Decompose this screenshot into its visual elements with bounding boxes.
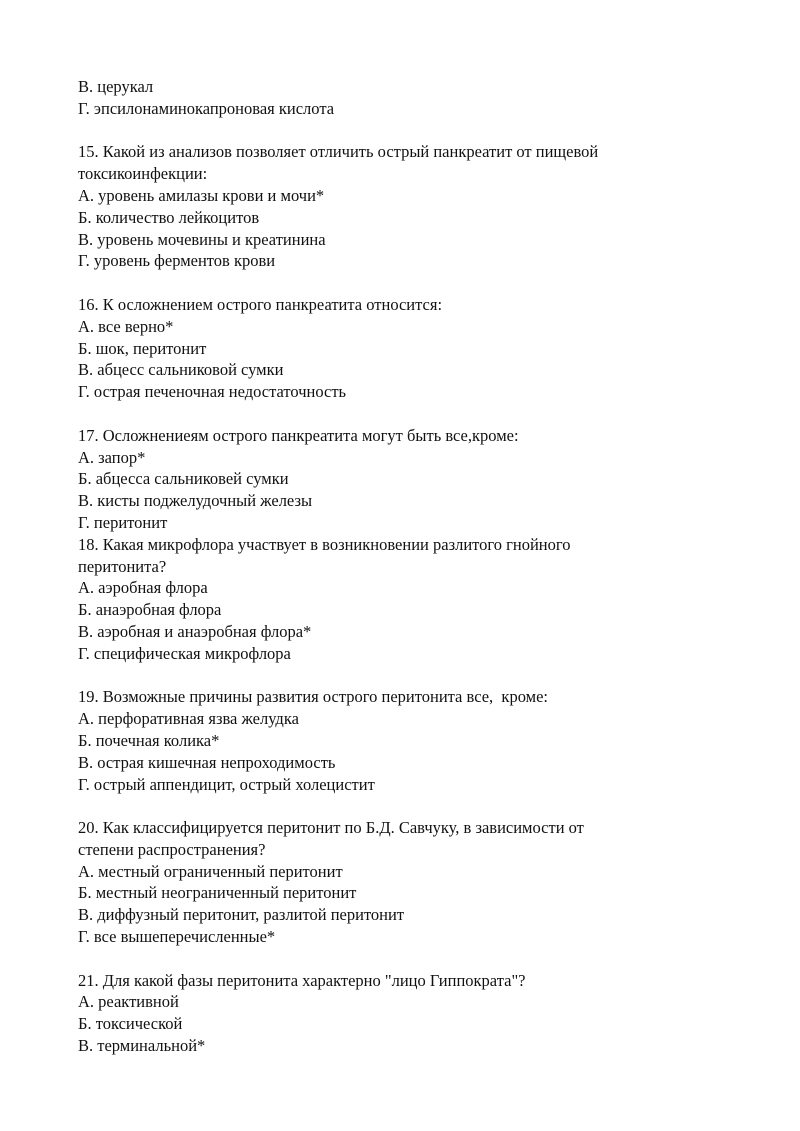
answer-option: Г. эпсилонаминокапроновая кислота bbox=[78, 98, 335, 118]
question-text: перитонита? bbox=[78, 556, 167, 576]
question-text: 17. Осложнениеям острого панкреатита могут быть все,кроме: bbox=[78, 425, 519, 445]
question-block-15 bbox=[78, 141, 718, 272]
answer-option: Г. острая печеночная недостаточность bbox=[78, 382, 347, 402]
answer-option: В. абцесс сальниковой сумки bbox=[78, 360, 284, 380]
answer-option: Б. абцесса сальниковей сумки bbox=[78, 469, 289, 489]
answer-option: А. все верно* bbox=[78, 316, 174, 336]
answer-option: Г. все вышеперечисленные* bbox=[78, 927, 276, 947]
question-text: 19. Возможные причины развития острого перитонита все, кроме: bbox=[78, 687, 548, 707]
question-text: 16. К осложнением острого панкреатита относится: bbox=[78, 294, 443, 314]
document-page bbox=[78, 76, 718, 1057]
answer-option: Б. местный неограниченный перитонит bbox=[78, 883, 357, 903]
answer-option: Б. шок, перитонит bbox=[78, 338, 207, 358]
question-block-19 bbox=[78, 686, 718, 795]
answer-option: Б. количество лейкоцитов bbox=[78, 207, 260, 227]
answer-option: В. острая кишечная непроходимость bbox=[78, 752, 336, 772]
answer-option: Б. анаэробная флора bbox=[78, 600, 222, 620]
answer-option: А. перфоративная язва желудка bbox=[78, 709, 299, 729]
question-text: 21. Для какой фазы перитонита характерно "лицо Гиппократа"? bbox=[78, 970, 526, 990]
answer-option: Б. почечная колика* bbox=[78, 730, 220, 750]
answer-option: А. местный ограниченный перитонит bbox=[78, 861, 343, 881]
question-block-20 bbox=[78, 817, 718, 948]
answer-option: В. диффузный перитонит, разлитой перитонит bbox=[78, 905, 405, 925]
question-block-18 bbox=[78, 534, 718, 665]
question-block-16 bbox=[78, 294, 718, 403]
question-block-21 bbox=[78, 970, 718, 1057]
question-text: токсикоинфекции: bbox=[78, 164, 208, 184]
answer-option: В. кисты поджелудочный железы bbox=[78, 491, 313, 511]
answer-option: В. аэробная и анаэробная флора* bbox=[78, 621, 312, 641]
question-text: 20. Как классифицируется перитонит по Б.Д. Савчуку, в зависимости от bbox=[78, 818, 584, 838]
question-block-17 bbox=[78, 425, 718, 534]
answer-option: Г. уровень ферментов крови bbox=[78, 251, 276, 271]
answer-option: Б. токсической bbox=[78, 1014, 183, 1034]
answer-option: В. уровень мочевины и креатинина bbox=[78, 229, 326, 249]
answer-option: А. реактивной bbox=[78, 992, 179, 1012]
answer-option: А. уровень амилазы крови и мочи* bbox=[78, 185, 325, 205]
question-block-14-continued bbox=[78, 76, 718, 120]
question-text: 15. Какой из анализов позволяет отличить острый панкреатит от пищевой bbox=[78, 142, 599, 162]
question-text: степени распространения? bbox=[78, 839, 266, 859]
answer-option: Г. специфическая микрофлора bbox=[78, 643, 291, 663]
question-text: 18. Какая микрофлора участвует в возникновении разлитого гнойного bbox=[78, 534, 571, 554]
answer-option: Г. острый аппендицит, острый холецистит bbox=[78, 774, 375, 794]
answer-option: А. запор* bbox=[78, 447, 146, 467]
answer-option: В. терминальной* bbox=[78, 1036, 206, 1056]
answer-option: Г. перитонит bbox=[78, 512, 168, 532]
answer-option: А. аэробная флора bbox=[78, 578, 208, 598]
answer-option: В. церукал bbox=[78, 77, 154, 96]
